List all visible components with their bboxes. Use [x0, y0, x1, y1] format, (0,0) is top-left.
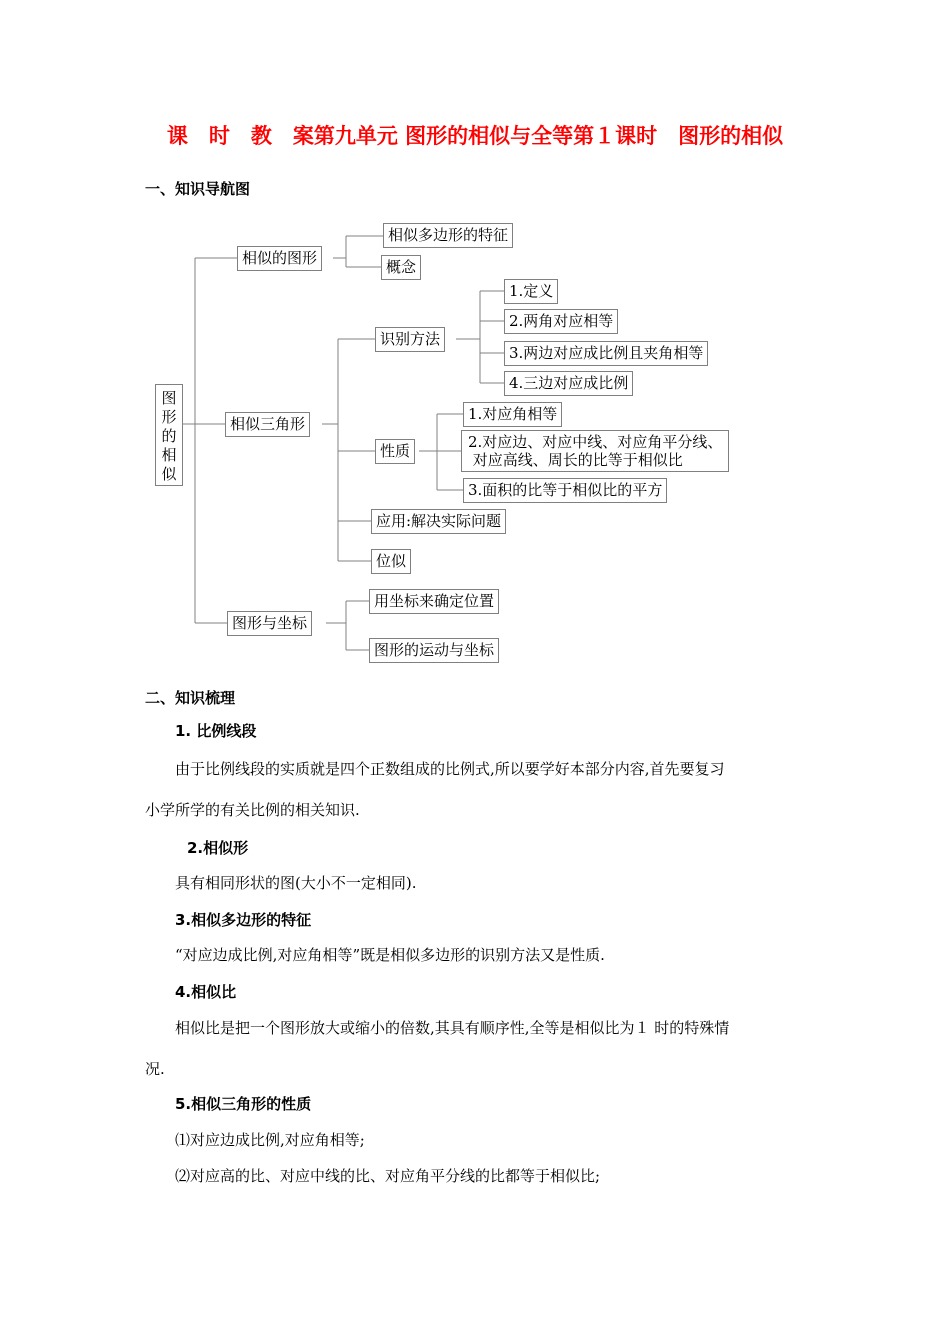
mindmap-node-identify-3: 3.两边对应成比例且夹角相等	[504, 341, 708, 366]
item-1-text-line1: 由于比例线段的实质就是四个正数组成的比例式,所以要学好本部分内容,首先要复习	[175, 760, 725, 778]
mindmap-node-identify-2: 2.两角对应相等	[504, 309, 618, 334]
mindmap-node-property-3: 3.面积的比等于相似比的平方	[463, 478, 667, 503]
mindmap-node-property-2: 2.对应边、对应中线、对应角平分线、 对应高线、周长的比等于相似比	[461, 430, 729, 472]
mindmap-branch-similar-figures: 相似的图形	[237, 246, 322, 271]
mindmap-node-concept: 概念	[381, 255, 421, 280]
section-heading-review: 二、知识梳理	[145, 689, 236, 707]
mindmap-node-application: 应用:解决实际问题	[371, 509, 506, 534]
item-4-text-line1: 相似比是把一个图形放大或缩小的倍数,其具有顺序性,全等是相似比为１ 时的特殊情	[175, 1019, 730, 1037]
mindmap-node-identify-methods: 识别方法	[375, 327, 445, 352]
item-3-text: “对应边成比例,对应角相等”既是相似多边形的识别方法又是性质.	[175, 946, 605, 964]
mindmap-root: 图 形 的 相 似	[155, 384, 183, 486]
item-2-title: 2.相似形	[187, 839, 249, 857]
item-5-point-1: ⑴对应边成比例,对应角相等;	[175, 1131, 365, 1149]
mindmap-branch-figures-coordinates: 图形与坐标	[227, 611, 312, 636]
mindmap-node-coordinates-position: 用坐标来确定位置	[369, 589, 499, 614]
item-1-text-line2: 小学所学的有关比例的相关知识.	[145, 801, 360, 819]
mindmap-node-identify-4: 4.三边对应成比例	[504, 371, 633, 396]
mindmap-node-motion-coordinates: 图形的运动与坐标	[369, 638, 499, 663]
item-2-text: 具有相同形状的图(大小不一定相同).	[175, 874, 417, 892]
item-4-title: 4.相似比	[175, 983, 237, 1001]
mindmap-branch-similar-triangles: 相似三角形	[225, 412, 310, 437]
mindmap-node-identify-1: 1.定义	[504, 279, 558, 304]
item-3-title: 3.相似多边形的特征	[175, 911, 312, 929]
item-4-text-line2: 况.	[145, 1060, 165, 1078]
mindmap-node-properties: 性质	[375, 439, 415, 464]
item-5-title: 5.相似三角形的性质	[175, 1095, 312, 1113]
mindmap-node-polygon-features: 相似多边形的特征	[383, 223, 513, 248]
mindmap-node-homothety: 位似	[371, 549, 411, 574]
mindmap-node-property-1: 1.对应角相等	[463, 402, 562, 427]
section-heading-navigation: 一、知识导航图	[145, 180, 251, 198]
item-5-point-2: ⑵对应高的比、对应中线的比、对应角平分线的比都等于相似比;	[175, 1167, 601, 1185]
item-1-title: 1. 比例线段	[175, 722, 257, 740]
page-title: 课 时 教 案第九单元 图形的相似与全等第１课时 图形的相似	[166, 124, 784, 148]
